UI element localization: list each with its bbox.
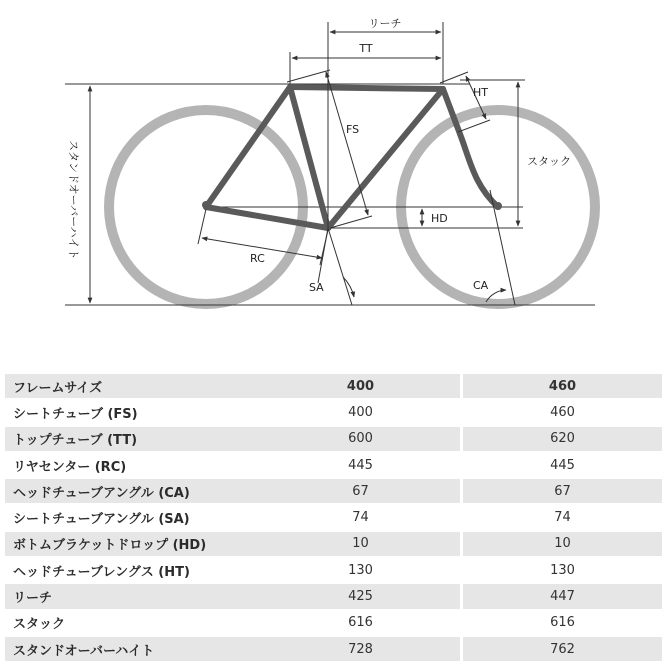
row-value: 67 — [261, 479, 460, 503]
row-value: 447 — [463, 584, 662, 608]
table-row — [5, 611, 662, 635]
row-value: 460 — [463, 400, 662, 424]
row-value: 445 — [261, 453, 460, 477]
row-value: 620 — [463, 427, 662, 451]
row-label: スタック — [5, 611, 261, 635]
row-value: 616 — [463, 611, 662, 635]
row-value: 445 — [463, 453, 662, 477]
sa-label: SA — [309, 281, 324, 294]
row-label: ヘッドチューブアングル (CA) — [5, 479, 261, 503]
row-value: 67 — [463, 479, 662, 503]
table-row — [5, 427, 662, 451]
rc-label: RC — [250, 252, 265, 265]
row-value: 10 — [463, 532, 662, 556]
row-value: 728 — [261, 637, 460, 661]
table-row — [5, 532, 662, 556]
row-label: シートチューブアングル (SA) — [5, 505, 261, 529]
stack-label: スタック — [527, 155, 571, 168]
tt-label: TT — [359, 42, 373, 55]
table-row — [5, 479, 662, 503]
reach-label: リーチ — [368, 17, 402, 30]
ca-label: CA — [473, 279, 489, 292]
row-value: 10 — [261, 532, 460, 556]
ht-label: HT — [473, 86, 488, 99]
frame-size-label: フレームサイズ — [5, 374, 261, 398]
table-row — [5, 584, 662, 608]
table-row — [5, 400, 662, 424]
row-value: 130 — [261, 558, 460, 582]
table-row — [5, 453, 662, 477]
row-label: スタンドオーバーハイト — [5, 637, 261, 661]
row-value: 762 — [463, 637, 662, 661]
row-label: ボトムブラケットドロップ (HD) — [5, 532, 261, 556]
size-header: 460 — [463, 374, 662, 398]
row-value: 400 — [261, 400, 460, 424]
geometry-spec-table — [5, 372, 662, 663]
front-hub — [494, 202, 502, 210]
row-label: リーチ — [5, 584, 261, 608]
rear-hub — [202, 201, 210, 209]
row-value: 74 — [463, 505, 662, 529]
row-label: シートチューブ (FS) — [5, 400, 261, 424]
size-header: 400 — [261, 374, 460, 398]
table-header-row — [5, 374, 662, 398]
row-label: ヘッドチューブレングス (HT) — [5, 558, 261, 582]
fs-dimension — [326, 72, 368, 215]
row-value: 130 — [463, 558, 662, 582]
row-value: 616 — [261, 611, 460, 635]
row-value: 74 — [261, 505, 460, 529]
fs-label: FS — [346, 123, 360, 136]
table-row — [5, 505, 662, 529]
row-value: 600 — [261, 427, 460, 451]
hd-label: HD — [431, 212, 448, 225]
table-row — [5, 637, 662, 661]
row-value: 425 — [261, 584, 460, 608]
table-row — [5, 558, 662, 582]
standover-label: スタンドオーバーハイト — [67, 140, 80, 260]
row-label: トップチューブ (TT) — [5, 427, 261, 451]
row-label: リヤセンター (RC) — [5, 453, 261, 477]
